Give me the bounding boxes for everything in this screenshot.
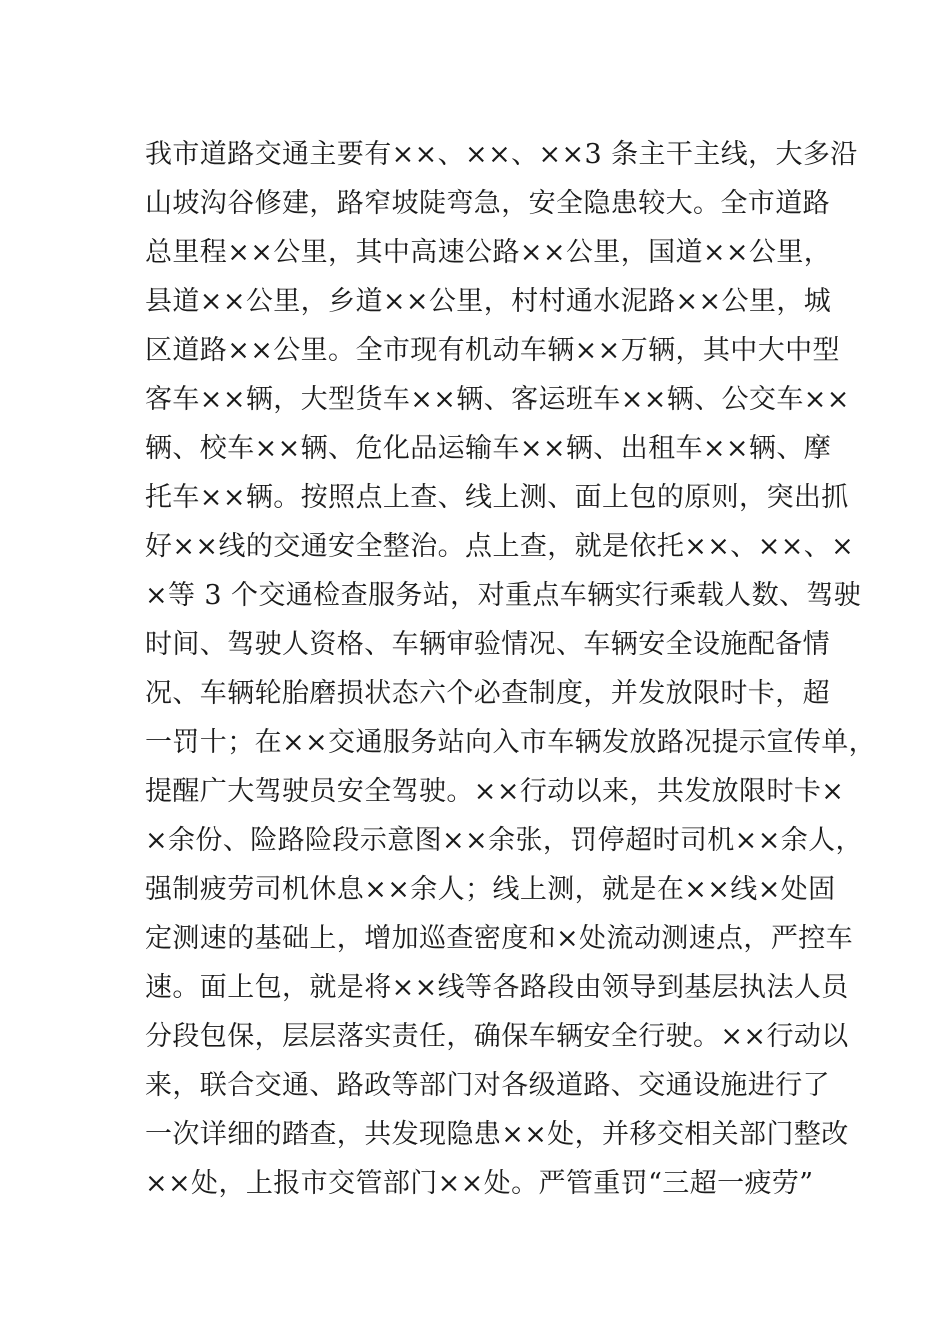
- text-line: 定测速的基础上，增加巡查密度和×处流动测速点，严控车: [145, 923, 854, 954]
- text-line: 山坡沟谷修建，路窄坡陡弯急，安全隐患较大。全市道路: [145, 188, 830, 219]
- text-line: 况、车辆轮胎磨损状态六个必查制度，并发放限时卡，超: [145, 678, 830, 709]
- body-paragraph: [145, 130, 877, 1208]
- text-line: 县道××公里，乡道××公里，村村通水泥路××公里，城: [145, 286, 832, 317]
- text-line: 强制疲劳司机休息××余人；线上测，就是在××线×处固: [145, 874, 836, 905]
- text-line: 一罚十；在××交通服务站向入市车辆发放路况提示宣传单，: [145, 727, 877, 758]
- text-line: 我市道路交通主要有××、××、××3 条主干主线，大多沿: [145, 139, 858, 170]
- text-line: 好××线的交通安全整治。点上查，就是依托××、××、×: [145, 531, 855, 562]
- text-line: 托车××辆。按照点上查、线上测、面上包的原则，突出抓: [145, 482, 849, 513]
- text-line: 时间、驾驶人资格、车辆审验情况、车辆安全设施配备情: [145, 629, 830, 660]
- text-line: ×余份、险路险段示意图××余张，罚停超时司机××余人，: [145, 825, 863, 856]
- text-line: 区道路××公里。全市现有机动车辆××万辆，其中大中型: [145, 335, 840, 366]
- text-line: ×等 3 个交通检查服务站，对重点车辆实行乘载人数、驾驶: [145, 580, 862, 611]
- text-line: 一次详细的踏查，共发现隐患××处，并移交相关部门整改: [145, 1119, 849, 1150]
- text-line: 分段包保，层层落实责任，确保车辆安全行驶。××行动以: [145, 1021, 849, 1052]
- text-line: 辆、校车××辆、危化品运输车××辆、出租车××辆、摩: [145, 433, 832, 464]
- text-line: 客车××辆，大型货车××辆、客运班车××辆、公交车××: [145, 384, 850, 415]
- text-line: 提醒广大驾驶员安全驾驶。××行动以来，共发放限时卡×: [145, 776, 845, 807]
- text-line: 总里程××公里，其中高速公路××公里，国道××公里，: [145, 237, 832, 268]
- text-line: ××处，上报市交管部门××处。严管重罚“三超一疲劳”: [145, 1168, 814, 1199]
- text-line: 速。面上包，就是将××线等各路段由领导到基层执法人员: [145, 972, 849, 1003]
- text-line: 来，联合交通、路政等部门对各级道路、交通设施进行了: [145, 1070, 830, 1101]
